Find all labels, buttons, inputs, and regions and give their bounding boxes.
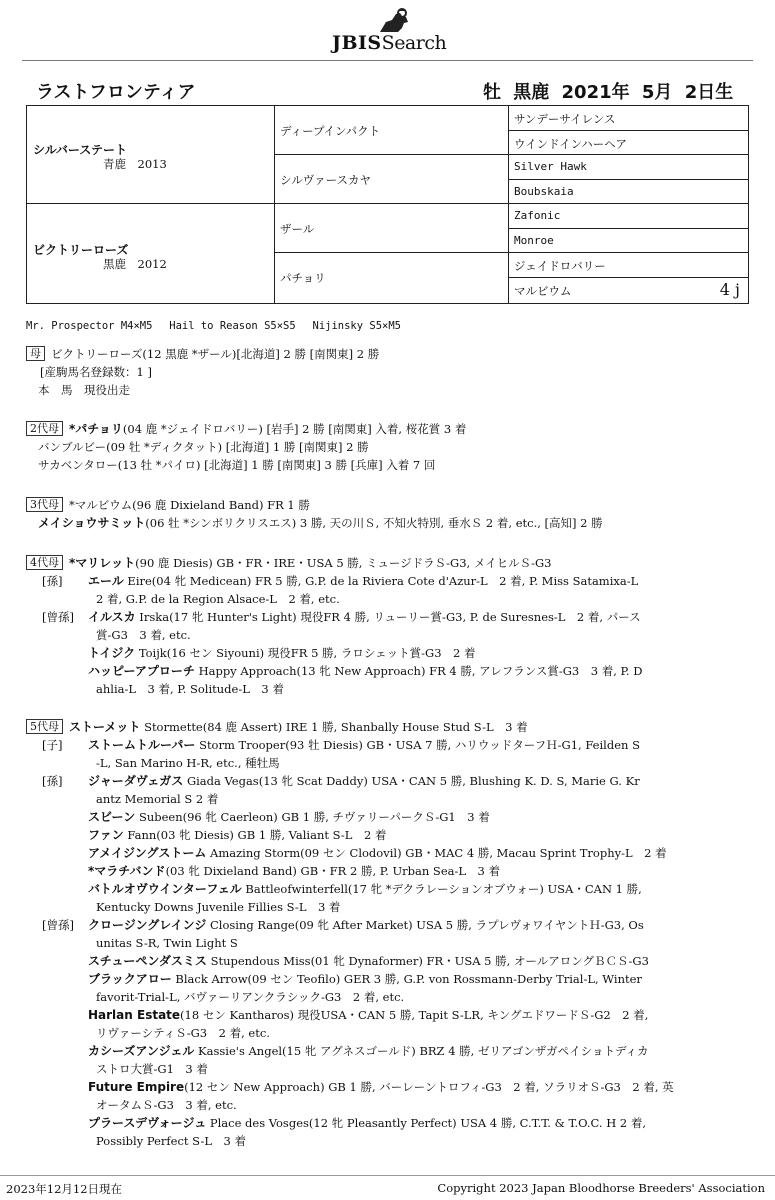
descendant-body [88, 592, 340, 606]
descendant-line [26, 1132, 674, 1150]
descendant-line [26, 626, 642, 644]
ancestor-name[interactable]: ウインドインハーヘア [514, 137, 627, 151]
inbreeding-mark: 4 j [719, 280, 740, 299]
descendant-name[interactable]: *マラチバンド [88, 864, 166, 878]
descendant-body [88, 864, 500, 878]
descendant-record: favorit-Trial-L, バヴァーリアンクラシック-G3 2 着, etc. [96, 990, 405, 1004]
progeny-line: バンブルビー(09 牡 *ディクタット) [北海道] 1 勝 [南関東] 2 勝 [38, 440, 369, 454]
horse-name: ラストフロンティア [36, 82, 196, 103]
descendant-name[interactable]: スチューペンダスミス [88, 954, 207, 968]
descendant-record: Subeen(96 牝 Caerleon) GB 1 勝, チヴァリーパークＳ-G1 3 着 [138, 810, 490, 824]
descendant-body [88, 828, 386, 842]
fifth-dam-name[interactable]: ストーメット [69, 720, 141, 734]
ancestor-name[interactable]: Monroe [514, 234, 554, 247]
descendant-record: オータムＳ-G3 3 着, etc. [96, 1098, 237, 1112]
horse-meta: 牡 黒鹿 2021年 5月 2日生 [483, 82, 734, 103]
second-dam-name[interactable]: *パチョリ [69, 422, 123, 436]
gen3-cell [509, 180, 748, 204]
descendant-body [88, 1062, 208, 1076]
gen3-cell [509, 131, 748, 155]
ancestor-name[interactable]: シルヴァースカヤ [280, 173, 372, 187]
descendant-name[interactable]: バトルオヴウインターフェル [88, 882, 242, 896]
sire-name[interactable]: シルバーステート [33, 143, 128, 157]
descendant-record: 賞-G3 3 着, etc. [96, 628, 191, 642]
descendant-name[interactable]: ストームトルーパー [88, 738, 196, 752]
descendant-body [88, 574, 638, 588]
descendant-name[interactable]: プラースデヴォージュ [88, 1116, 207, 1130]
ancestor-name[interactable]: サンデーサイレンス [514, 112, 616, 126]
dam-info: 黒鹿 2012 [103, 257, 167, 271]
ancestor-name[interactable]: ディープインパクト [280, 124, 381, 138]
fifth-dam-section [26, 718, 674, 1150]
descendant-line [26, 644, 642, 662]
section-badge: 3代母 [26, 497, 63, 512]
progeny-record: (06 牡 *シンボリクリスエス) 3 勝, 天の川Ｓ, 不知火特別, 垂水Ｓ 2 着, etc., [高知] 2 勝 [145, 516, 603, 530]
relation-label: [孫] [42, 774, 63, 788]
descendant-record: antz Memorial S 2 着 [96, 792, 219, 806]
dam-section [26, 345, 379, 399]
descendant-body [88, 756, 280, 770]
section-badge: 2代母 [26, 421, 63, 436]
header-divider [22, 60, 753, 61]
section-badge: 母 [26, 346, 45, 361]
descendant-record: Amazing Storm(09 セン Clodovil) GB・MAC 4 勝, Macau Sprint Trophy-L 2 着 [210, 846, 667, 860]
descendant-line [26, 952, 674, 970]
descendant-record: Irska(17 牝 Hunter's Light) 現役FR 4 勝, リューリー賞-G3, P. de Suresnes-L 2 着, パース [139, 610, 641, 624]
descendant-body [88, 954, 649, 968]
descendant-line [26, 1006, 674, 1024]
relation-label: [孫] [42, 574, 63, 588]
descendant-line [26, 880, 674, 898]
descendant-record: Place des Vosges(12 牝 Pleasantly Perfect) USA 4 勝, C.T.T. & T.O.C. H 2 着, [209, 1116, 647, 1130]
ancestor-name[interactable]: Silver Hawk [514, 160, 587, 173]
horse-rider-icon [378, 8, 412, 34]
descendant-record: Kentucky Downs Juvenile Fillies S-L 3 着 [96, 900, 341, 914]
gen2-cell [275, 155, 509, 204]
as-of-date: 2023年12月12日現在 [6, 1182, 123, 1196]
descendant-record: Closing Range(09 牝 After Market) USA 5 勝, ラプレヴォワイヤントＨ-G3, Os [209, 918, 644, 932]
third-dam-section [26, 496, 603, 532]
descendant-body [88, 1044, 649, 1058]
ancestor-name[interactable]: ジェイドロバリー [514, 259, 606, 273]
progeny-line: サカベンタロー(13 牡 *パイロ) [北海道] 1 勝 [南関東] 3 勝 [兵庫] 入着 7 回 [38, 458, 436, 472]
descendant-line [26, 916, 674, 934]
second-dam-record: (04 鹿 *ジェイドロバリー) [岩手] 2 勝 [南関東] 入着, 桜花賞 3 着 [122, 422, 467, 436]
fourth-dam-record: (90 鹿 Diesis) GB・FR・IRE・USA 5 勝, ミュージドラＳ-G3, メイヒルＳ-G3 [135, 556, 552, 570]
dam-progeny: 本 馬 現役出走 [38, 383, 130, 397]
gen3-cell [509, 106, 748, 131]
descendant-line [26, 590, 642, 608]
descendant-name[interactable]: Future Empire [88, 1080, 185, 1094]
footer-divider [0, 1175, 775, 1176]
descendant-record: Eire(04 牝 Medicean) FR 5 勝, G.P. de la Riviera Cote d'Azur-L 2 着, P. Miss Satamixa-L [127, 574, 639, 588]
descendant-line [26, 844, 674, 862]
gen3-cell [509, 229, 748, 253]
descendant-line [26, 862, 674, 880]
descendant-line [26, 808, 674, 826]
descendant-list [26, 572, 642, 698]
descendant-record: Possibly Perfect S-L 3 着 [96, 1134, 246, 1148]
descendant-body [88, 610, 641, 624]
descendant-body [88, 682, 284, 696]
logo-text: JBISSearch [332, 32, 447, 54]
descendant-line [26, 970, 674, 988]
descendant-line [26, 662, 642, 680]
descendant-line [26, 772, 674, 790]
inbreeding-line: Mr. Prospector M4×M5 Hail to Reason S5×S5 Nijinsky S5×M5 [26, 320, 402, 332]
descendant-line [26, 1078, 674, 1096]
descendant-name[interactable]: ジャーダヴェガス [88, 774, 184, 788]
descendant-line [26, 898, 674, 916]
descendant-line [26, 988, 674, 1006]
descendant-record: Kassie's Angel(15 牝 アグネスゴールド) BRZ 4 勝, ゼリアゴンザガペイショトディカ [198, 1044, 649, 1058]
descendant-record: ストロ大賞-G1 3 着 [96, 1062, 208, 1076]
descendant-body [88, 664, 642, 678]
ancestor-name[interactable]: ザール [280, 222, 315, 236]
section-badge: 4代母 [26, 555, 63, 570]
descendant-line [26, 1042, 674, 1060]
descendant-line [26, 680, 642, 698]
descendant-record: ahlia-L 3 着, P. Solitude-L 3 着 [96, 682, 284, 696]
second-dam-section [26, 420, 466, 474]
fourth-dam-name[interactable]: *マリレット [69, 556, 136, 570]
descendant-name[interactable]: ブラックアロー [88, 972, 172, 986]
descendant-body [88, 1134, 246, 1148]
descendant-body [88, 1098, 237, 1112]
pedigree-table [26, 105, 749, 304]
gen3-cell [509, 155, 748, 180]
third-dam-line: *マルビウム(96 鹿 Dixieland Band) FR 1 勝 [69, 498, 310, 512]
descendant-body [88, 1008, 648, 1022]
descendant-line [26, 608, 642, 626]
gen3-cell [509, 253, 748, 278]
jbis-logo[interactable] [332, 8, 462, 54]
dam-line: ビクトリーローズ(12 黒鹿 *ザール)[北海道] 2 勝 [南関東] 2 勝 [51, 347, 380, 361]
descendant-name[interactable]: ハッピーアプローチ [88, 664, 195, 678]
gen2-cell [275, 204, 509, 253]
ancestor-name[interactable]: Zafonic [514, 209, 561, 222]
dam-cell [27, 204, 275, 303]
sire-info: 青鹿 2013 [103, 157, 167, 171]
descendant-record: Toijk(16 セン Siyouni) 現役FR 5 勝, ラロシェット賞-G3 2 着 [138, 646, 476, 660]
descendant-record: (12 セン New Approach) GB 1 勝, バーレーントロフィ-G3 2 着, ソラリオＳ-G3 2 着, 英 [184, 1080, 674, 1094]
descendant-name[interactable]: スビーン [88, 810, 136, 824]
sire-cell [27, 106, 275, 204]
descendant-record: リヴァーシティＳ-G3 2 着, etc. [96, 1026, 270, 1040]
section-badge: 5代母 [26, 719, 63, 734]
descendant-record: Black Arrow(09 セン Teofilo) GER 3 勝, G.P. von Rossmann-Derby Trial-L, Winter [175, 972, 642, 986]
descendant-body [88, 846, 667, 860]
descendant-body [88, 738, 640, 752]
descendant-record: 2 着, G.P. de la Region Alsace-L 2 着, etc. [96, 592, 340, 606]
descendant-record: (18 セン Kantharos) 現役USA・CAN 5 勝, Tapit S-LR, キングエドワードＳ-G2 2 着, [180, 1008, 649, 1022]
descendant-body [88, 900, 340, 914]
descendant-record: -L, San Marino H-R, etc., 種牡馬 [96, 756, 280, 770]
descendant-record: (03 牝 Dixieland Band) GB・FR 2 勝, P. Urban Sea-L 3 着 [165, 864, 500, 878]
gen3-cell [509, 204, 748, 229]
relation-label: [子] [42, 738, 63, 752]
descendant-line [26, 754, 674, 772]
descendant-body [88, 810, 490, 824]
descendant-name[interactable]: トイジク [88, 646, 136, 660]
descendant-line [26, 934, 674, 952]
descendant-body [88, 792, 218, 806]
fourth-dam-section [26, 554, 642, 698]
descendant-record: Fann(03 牝 Diesis) GB 1 勝, Valiant S-L 2 着 [127, 828, 387, 842]
relation-label: [曾孫] [42, 918, 74, 932]
descendant-body [88, 1116, 646, 1130]
descendant-list [26, 736, 674, 1150]
descendant-body [88, 628, 191, 642]
descendant-record: unitas S-R, Twin Light S [96, 936, 238, 950]
descendant-line [26, 1114, 674, 1132]
descendant-record: Giada Vegas(13 牝 Scat Daddy) USA・CAN 5 勝, Blushing K. D. S, Marie G. Kr [186, 774, 640, 788]
descendant-line [26, 1096, 674, 1114]
descendant-body [88, 774, 640, 788]
descendant-name[interactable]: Harlan Estate [88, 1008, 181, 1022]
ancestor-name[interactable]: Boubskaia [514, 185, 574, 198]
descendant-body [88, 990, 404, 1004]
descendant-body [88, 936, 238, 950]
descendant-name[interactable]: イルスカ [88, 610, 136, 624]
descendant-line [26, 736, 674, 754]
descendant-name[interactable]: アメイジングストーム [88, 846, 207, 860]
descendant-record: Happy Approach(13 牝 New Approach) FR 4 勝, アレフランス賞-G3 3 着, P. D [198, 664, 643, 678]
descendant-body [88, 882, 642, 896]
descendant-line [26, 790, 674, 808]
descendant-name[interactable]: カシーズアンジェル [88, 1044, 195, 1058]
descendant-body [88, 646, 476, 660]
relation-label: [曾孫] [42, 610, 74, 624]
descendant-line [26, 572, 642, 590]
descendant-body [88, 972, 642, 986]
descendant-body [88, 1080, 674, 1094]
descendant-record: Storm Trooper(93 牡 Diesis) GB・USA 7 勝, ハリウッドターフＨ-G1, Feilden S [199, 738, 640, 752]
gen3-cell [509, 278, 748, 303]
dam-progeny-count: [産駒馬名登録数：1 ] [40, 365, 152, 379]
progeny-name[interactable]: メイショウサミット [38, 516, 146, 530]
descendant-line [26, 1060, 674, 1078]
descendant-body [88, 1026, 270, 1040]
descendant-name[interactable]: クロージングレインジ [88, 918, 207, 932]
descendant-line [26, 1024, 674, 1042]
descendant-name[interactable]: エール [88, 574, 124, 588]
copyright: Copyright 2023 Japan Bloodhorse Breeders' Association [437, 1181, 765, 1195]
descendant-record: Battleofwinterfell(17 牝 *デクラレーションオブウォー) USA・CAN 1 勝, [245, 882, 642, 896]
dam-name[interactable]: ビクトリーローズ [33, 243, 129, 257]
descendant-name[interactable]: ファン [88, 828, 124, 842]
descendant-body [88, 918, 644, 932]
fifth-dam-record: Stormette(84 鹿 Assert) IRE 1 勝, Shanbally House Stud S-L 3 着 [144, 720, 528, 734]
gen2-cell [275, 253, 509, 303]
ancestor-name[interactable]: マルビウム [514, 284, 572, 298]
ancestor-name[interactable]: パチョリ [280, 271, 326, 285]
gen2-cell [275, 106, 509, 155]
descendant-record: Stupendous Miss(01 牝 Dynaformer) FR・USA 5 勝, オールアロングＢＣＳ-G3 [210, 954, 649, 968]
descendant-line [26, 826, 674, 844]
